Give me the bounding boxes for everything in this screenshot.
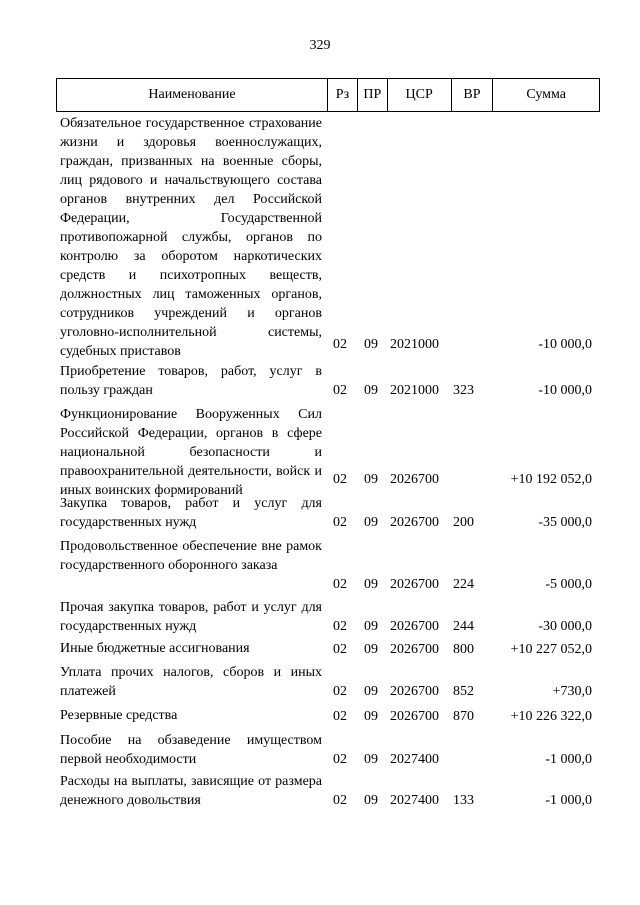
row-rz: 02: [333, 684, 347, 699]
row-csr: 2026700: [390, 577, 439, 592]
row-name: Закупка товаров, работ и услуг для государственных нужд: [60, 496, 322, 530]
table-row: [0, 639, 640, 659]
table-row: [0, 114, 640, 359]
row-pr: 09: [364, 472, 378, 487]
row-sum: +10 192 052,0: [510, 472, 592, 487]
row-rz: 02: [333, 642, 347, 657]
row-pr: 09: [364, 577, 378, 592]
row-csr: 2026700: [390, 642, 439, 657]
row-pr: 09: [364, 619, 378, 634]
row-pr: 09: [364, 709, 378, 724]
table-row: [0, 663, 640, 701]
table-row: [0, 362, 640, 400]
row-csr: 2026700: [390, 515, 439, 530]
row-csr: 2021000: [390, 383, 439, 398]
row-sum: -5 000,0: [545, 577, 592, 592]
row-vr: 323: [453, 383, 474, 398]
table-row: [0, 537, 640, 594]
row-rz: 02: [333, 383, 347, 398]
column-header-vr: ВР: [452, 79, 494, 111]
row-pr: 09: [364, 684, 378, 699]
row-sum: -10 000,0: [538, 337, 592, 352]
row-rz: 02: [333, 577, 347, 592]
row-name: Продовольственное обеспечение вне рамок государственного оборонного заказа: [60, 539, 322, 573]
row-vr: 852: [453, 684, 474, 699]
row-vr: 133: [453, 793, 474, 808]
table-row: [0, 706, 640, 726]
row-sum: -1 000,0: [545, 752, 592, 767]
row-csr: 2026700: [390, 684, 439, 699]
row-sum: +10 226 322,0: [510, 709, 592, 724]
column-header-sum: Сумма: [526, 87, 567, 102]
row-csr: 2026700: [390, 472, 439, 487]
row-vr: 800: [453, 642, 474, 657]
row-pr: 09: [364, 752, 378, 767]
table-row: [0, 405, 640, 498]
row-name: Приобретение товаров, работ, услуг в пользу граждан: [60, 364, 322, 398]
column-header-csr: ЦСР: [388, 79, 452, 111]
row-rz: 02: [333, 793, 347, 808]
row-vr: 200: [453, 515, 474, 530]
row-pr: 09: [364, 383, 378, 398]
row-sum: -30 000,0: [538, 619, 592, 634]
row-sum: -35 000,0: [538, 515, 592, 530]
row-pr: 09: [364, 337, 378, 352]
row-csr: 2021000: [390, 337, 439, 352]
table-header: [56, 78, 600, 112]
row-csr: 2027400: [390, 752, 439, 767]
row-csr: 2026700: [390, 709, 439, 724]
column-header-pr: ПР: [358, 79, 388, 111]
column-header-name: Наименование: [57, 79, 328, 111]
row-sum: +10 227 052,0: [510, 642, 592, 657]
row-rz: 02: [333, 752, 347, 767]
row-sum: -10 000,0: [538, 383, 592, 398]
table-row: [0, 731, 640, 769]
row-name: Резервные средства: [60, 708, 178, 723]
row-sum: +730,0: [552, 684, 592, 699]
column-header-rz: Рз: [328, 79, 358, 111]
row-name: Прочая закупка товаров, работ и услуг для государственных нужд: [60, 600, 322, 634]
row-csr: 2027400: [390, 793, 439, 808]
row-vr: 870: [453, 709, 474, 724]
row-vr: 244: [453, 619, 474, 634]
row-rz: 02: [333, 709, 347, 724]
table-row: [0, 598, 640, 636]
row-rz: 02: [333, 515, 347, 530]
row-pr: 09: [364, 642, 378, 657]
row-pr: 09: [364, 515, 378, 530]
row-rz: 02: [333, 472, 347, 487]
row-sum: -1 000,0: [545, 793, 592, 808]
table-row: [0, 494, 640, 532]
row-csr: 2026700: [390, 619, 439, 634]
page-number: 329: [309, 38, 331, 53]
row-rz: 02: [333, 619, 347, 634]
row-rz: 02: [333, 337, 347, 352]
row-name: Пособие на обзаведение имуществом первой необходимости: [60, 733, 322, 767]
table-row: [0, 772, 640, 810]
row-vr: 224: [453, 577, 474, 592]
row-name: Функционирование Вооруженных Сил Российской Федерации, органов в сфере национальной безопасности и правоохранительной деятельности, войск и иных воинских формирований: [60, 407, 322, 498]
row-name: Расходы на выплаты, зависящие от размера денежного довольствия: [60, 774, 322, 808]
row-pr: 09: [364, 793, 378, 808]
row-name: Обязательное государственное страхование жизни и здоровья военнослужащих, граждан, призванных на военные сборы, лиц рядового и начальствующего состава органов внутренних дел Российской Федерации, Государственной противопожарной службы, органов по контролю за оборотом наркотических средств и психотропных веществ, должностных лиц таможенных органов, сотрудников учреждений и органов уголовно-исполнительной системы, судебных приставов: [60, 116, 322, 359]
row-name: Уплата прочих налогов, сборов и иных платежей: [60, 665, 322, 699]
row-name: Иные бюджетные ассигнования: [60, 641, 250, 656]
